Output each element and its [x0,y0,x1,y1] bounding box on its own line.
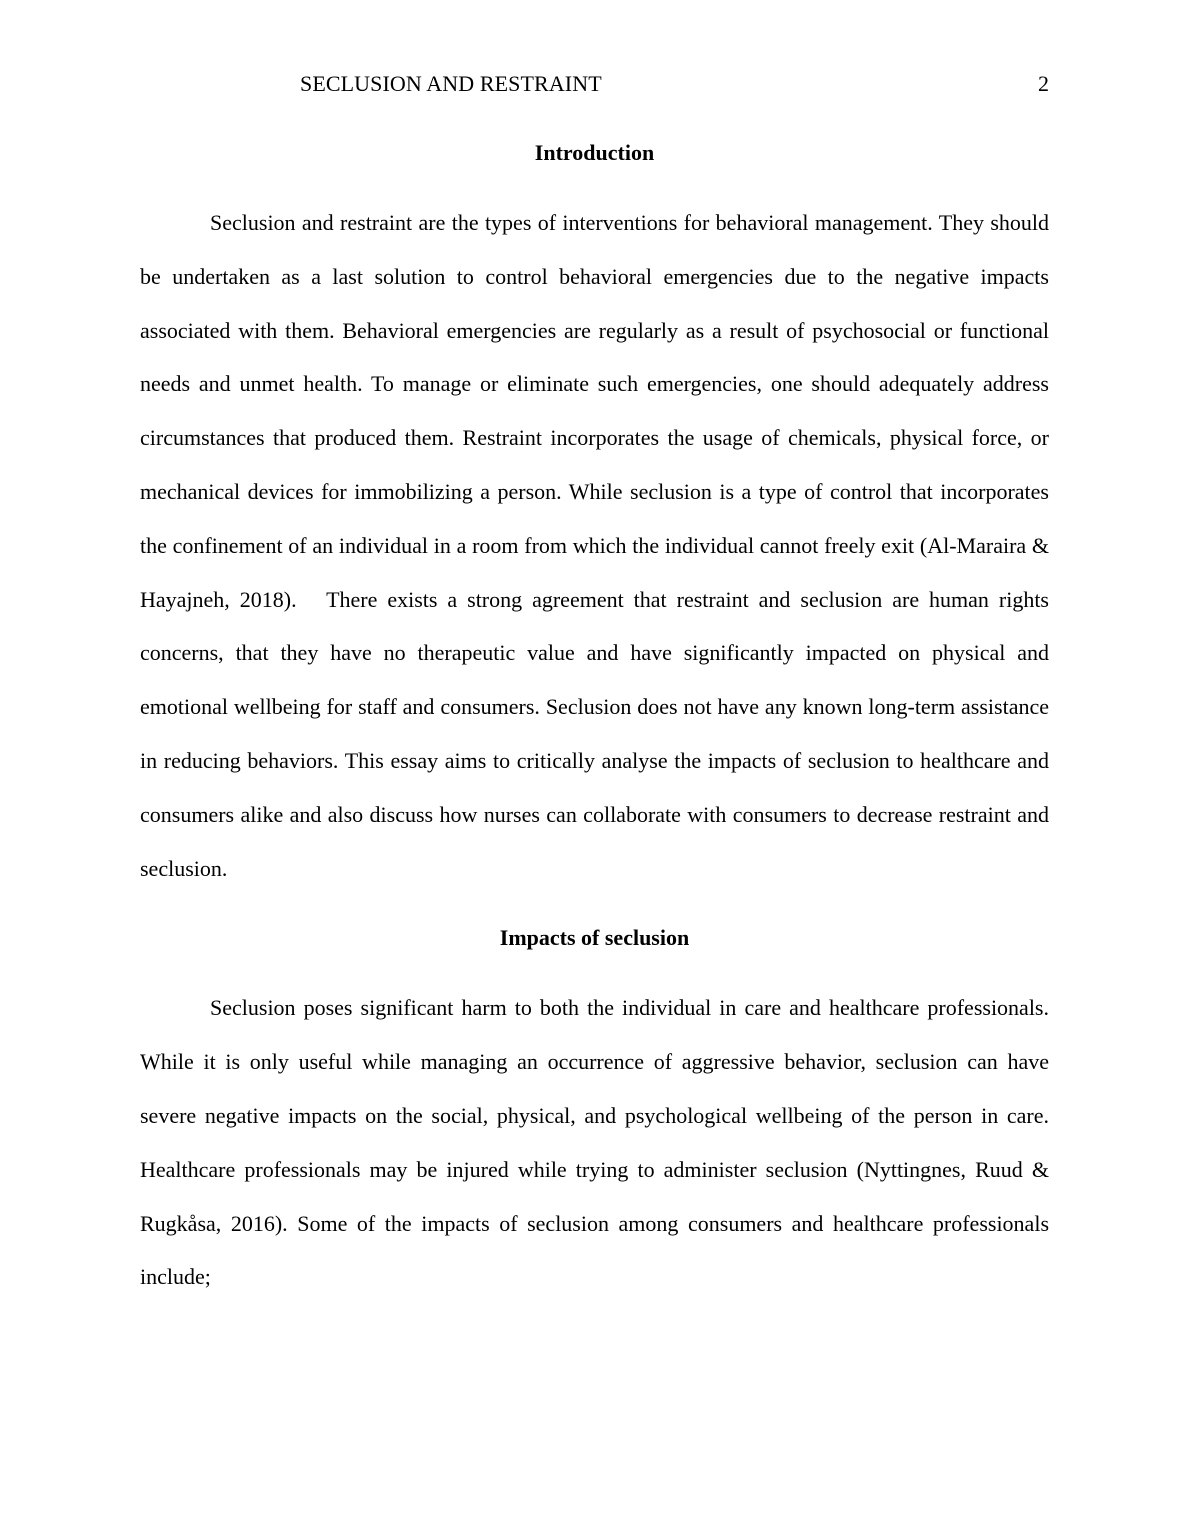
paragraph-introduction: Seclusion and restraint are the types of interventions for behavioral management. They should be undertaken as a last solution to control behavioral emergencies due to the negative impacts associated with them. Behavioral emergencies are regularly as a result of psychosocial or functional needs and unmet health. To manage or eliminate such emergencies, one should adequately address circumstances that produced them. Restraint incorporates the usage of chemicals, physical force, or mechanical devices for immobilizing a person. While seclusion is a type of control that incorporates the confinement of an individual in a room from which the individual cannot freely exit (Al-Maraira & Hayajneh, 2018). There exists a strong agreement that restraint and seclusion are human rights concerns, that they have no therapeutic value and have significantly impacted on physical and emotional wellbeing for staff and consumers. Seclusion does not have any known long-term assistance in reducing behaviors. This essay aims to critically analyse the impacts of seclusion to healthcare and consumers alike and also discuss how nurses can collaborate with consumers to decrease restraint and seclusion. [140,210,1049,881]
running-head: SECLUSION AND RESTRAINT [300,71,602,96]
paragraph-impacts-of-seclusion: Seclusion poses significant harm to both the individual in care and healthcare professionals. While it is only useful while managing an occurrence of aggressive behavior, seclusion can have severe negative impacts on the social, physical, and psychological wellbeing of the person in care. Healthcare professionals may be injured while trying to administer seclusion (Nyttingnes, Ruud & Rugkåsa, 2016). Some of the impacts of seclusion among consumers and healthcare professionals include; [140,995,1049,1290]
section-heading-introduction: Introduction [534,140,655,165]
document-body [140,126,1049,1304]
page-number: 2 [1038,71,1049,96]
section-heading-impacts-of-seclusion: Impacts of seclusion [499,925,690,951]
